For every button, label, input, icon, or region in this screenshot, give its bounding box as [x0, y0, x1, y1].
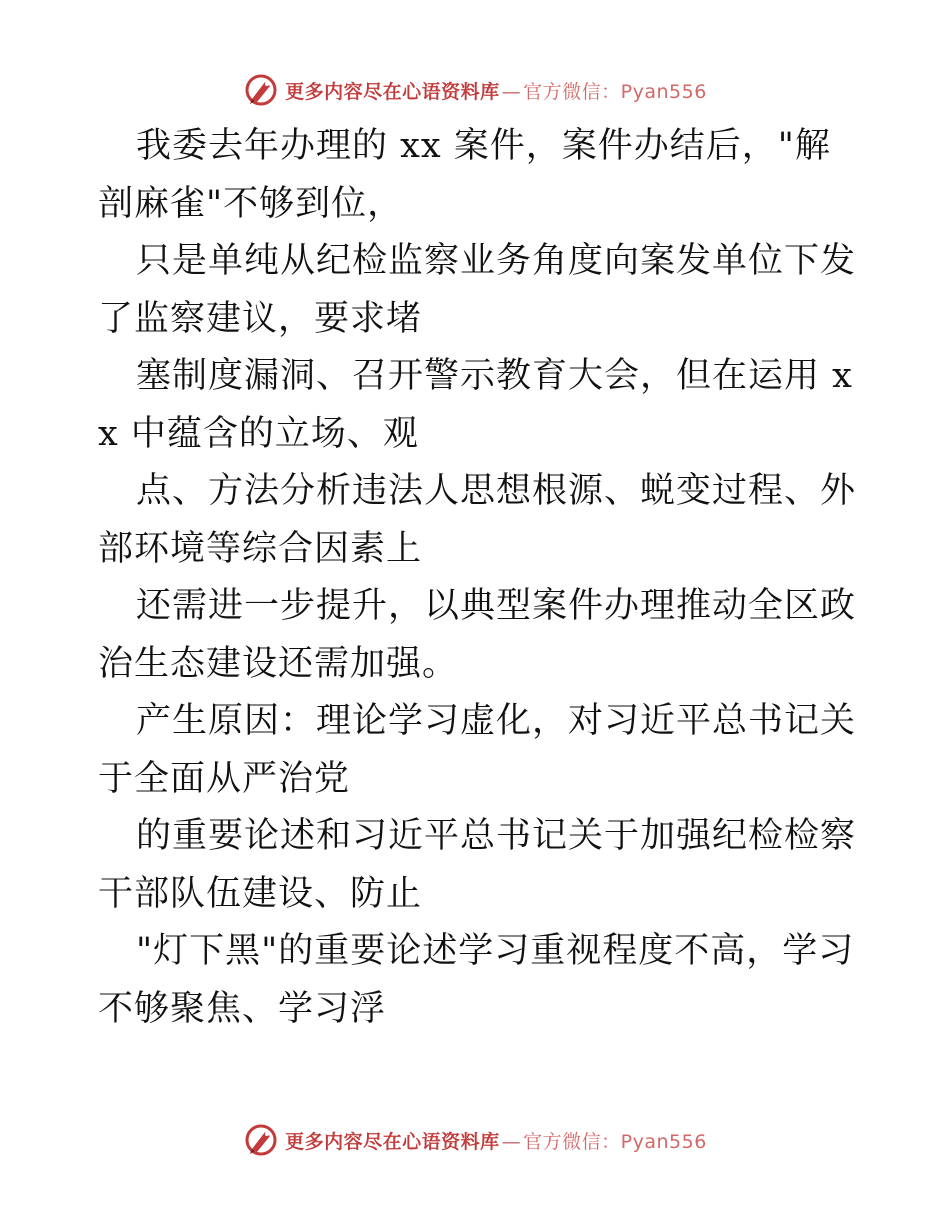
header-brand: 更多内容尽在心语资料库	[285, 80, 500, 103]
footer-separator: —	[501, 1130, 522, 1153]
header-contact: 官方微信：Pyan556	[523, 80, 707, 103]
paragraph: 还需进一步提升，以典型案件办理推动全区政治生态建设还需加强。	[98, 586, 857, 684]
paragraph: 塞制度漏洞、召开警示教育大会，但在运用 xx 中蕴含的立场、观	[98, 356, 853, 454]
header-watermark-text	[285, 77, 707, 104]
paragraph: 产生原因：理论学习虚化，对习近平总书记关于全面从严治党	[98, 701, 857, 799]
pen-logo-icon	[243, 1122, 279, 1158]
footer-contact: 官方微信：Pyan556	[523, 1130, 707, 1153]
paragraph: "灯下黑"的重要论述学习重视程度不高，学习不够聚焦、学习浮	[98, 931, 855, 1029]
footer-watermark-text	[285, 1127, 707, 1154]
header-watermark	[0, 70, 950, 110]
document-body	[98, 118, 858, 1038]
header-separator: —	[501, 80, 522, 103]
pen-logo-icon	[243, 72, 279, 108]
footer-watermark	[0, 1120, 950, 1160]
paragraph: 的重要论述和习近平总书记关于加强纪检检察干部队伍建设、防止	[98, 816, 857, 914]
footer-brand: 更多内容尽在心语资料库	[285, 1130, 500, 1153]
paragraph: 我委去年办理的 xx 案件，案件办结后，"解剖麻雀"不够到位，	[98, 126, 831, 224]
paragraph: 只是单纯从纪检监察业务角度向案发单位下发了监察建议，要求堵	[98, 241, 857, 339]
paragraph: 点、方法分析违法人思想根源、蜕变过程、外部环境等综合因素上	[98, 471, 857, 569]
